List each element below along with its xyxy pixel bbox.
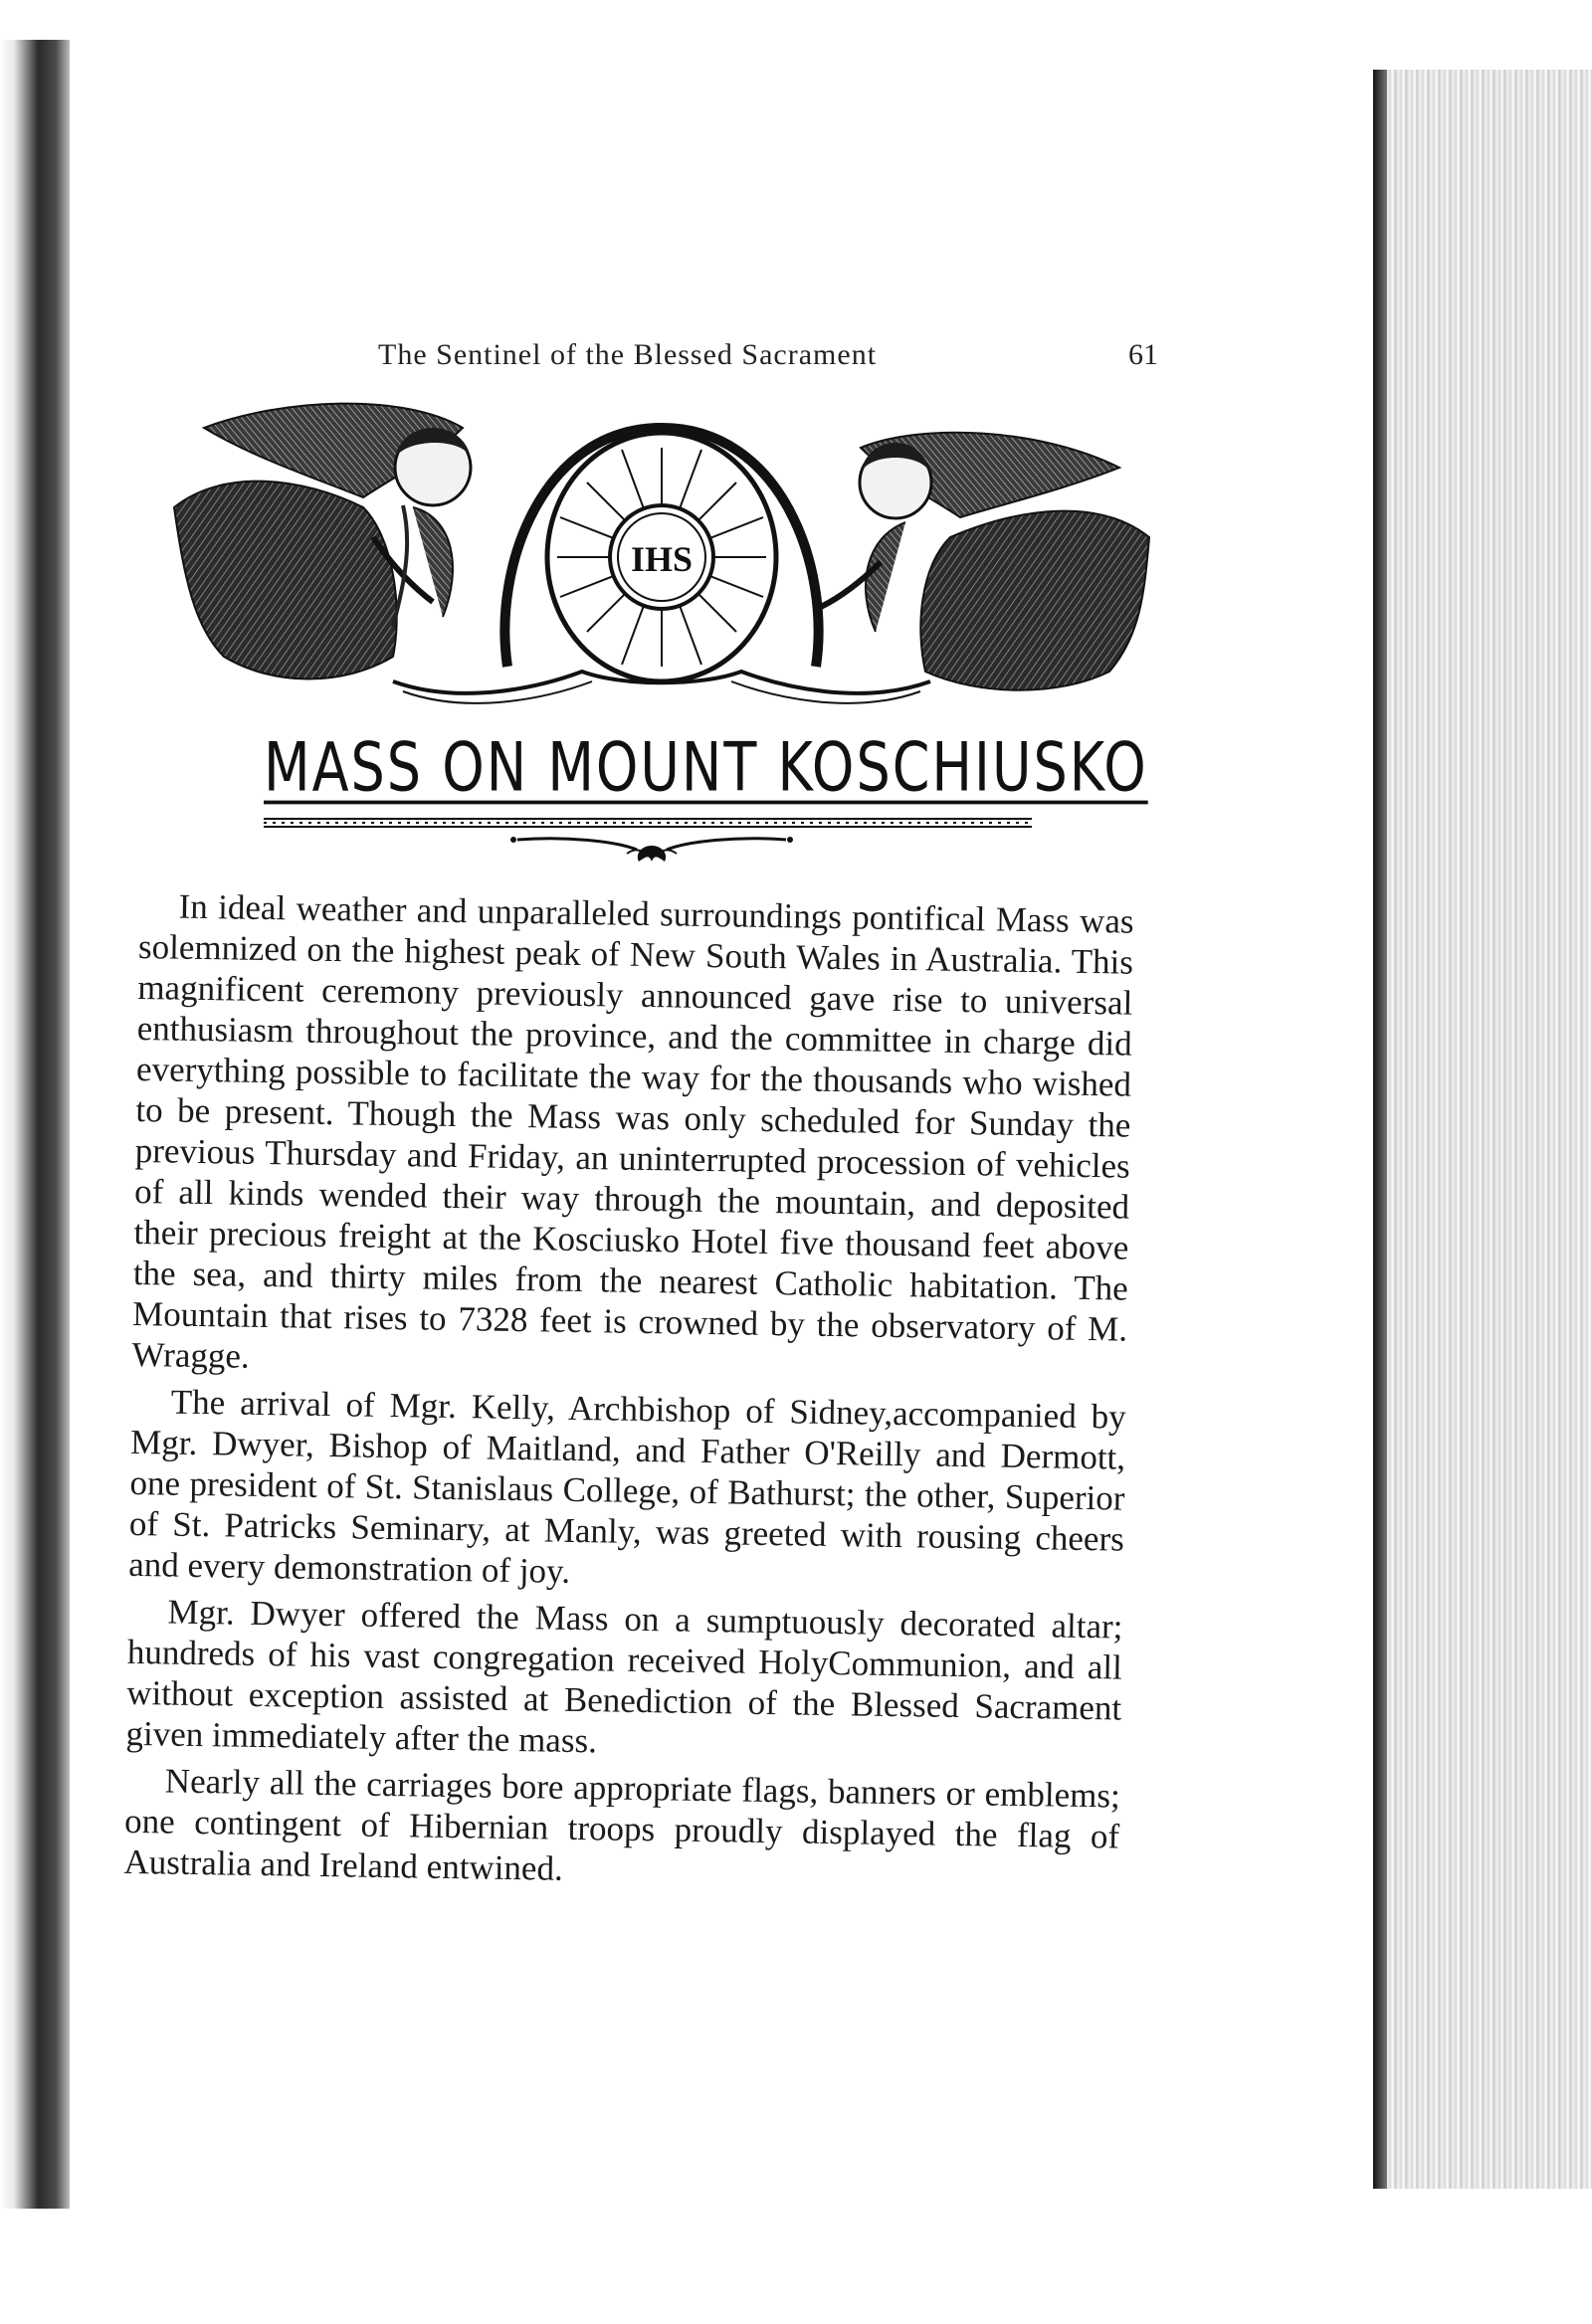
paragraph-3: Mgr. Dwyer offered the Mass on a sumptuously decorated altar; hundreds of his vast congregation received HolyCommunion, and all without exception assisted at Benediction of the Blessed Sacrament given immediately after the mass. [125, 1592, 1123, 1761]
right-page-edges [1373, 70, 1592, 2189]
article-title: MASS ON MOUNT KOSCHIUSKO [264, 728, 1148, 807]
left-page-gutter [0, 40, 70, 2209]
dotted-title-rule [264, 816, 1032, 830]
paragraph-4: Nearly all the carriages bore appropriate flags, banners or emblems; one contingent of Hibernian troops proudly displayed the flag of Australia and Ireland entwined. [123, 1761, 1121, 1888]
book-page [70, 50, 1373, 2219]
paragraph-1: In ideal weather and unparalleled surroundings pontifical Mass was solemnized on the highest peak of New South Wales in Australia. This magnificent ceremony previously announced gave rise to universal enthusiasm throughout the province, and the committee in charge did everything possible to facilitate the way for the thousands who wished to be present. Though the Mass was only scheduled for Sunday the previous Thursday and Friday, an uninterrupted procession of vehicles of all kinds wended their way through the mountain, and deposited their precious freight at the Kosciusko Hotel five thousand feet above the sea, and thirty miles from the nearest Catholic habitation. The Mountain that rises to 7328 feet is crowned by the observatory of M. Wragge. [131, 886, 1134, 1376]
article-title-wrap [264, 728, 1148, 807]
article-body [123, 885, 1134, 1904]
page-number: 61 [1128, 338, 1158, 371]
left-angel-icon [174, 404, 471, 679]
running-head: The Sentinel of the Blessed Sacrament [378, 338, 878, 371]
monstrance-icon [393, 428, 930, 703]
page-edge-shadow [1373, 70, 1387, 2189]
ihs-monogram: IHS [630, 539, 694, 579]
paragraph-2: The arrival of Mgr. Kelly, Archbishop of Sidney,accompanied by Mgr. Dwyer, Bishop of Maitland, and Father O'Reilly and Dermott, one president of St. Stanislaus College, of Bathurst; the other, Superior of St. Patricks Seminary, at Manly, was greeted with rousing cheers and every demonstration of joy. [127, 1382, 1127, 1591]
right-angel-icon [821, 433, 1149, 690]
fleuron-ornament-icon [507, 832, 796, 866]
angels-with-monstrance-ornament-icon [164, 388, 1159, 716]
